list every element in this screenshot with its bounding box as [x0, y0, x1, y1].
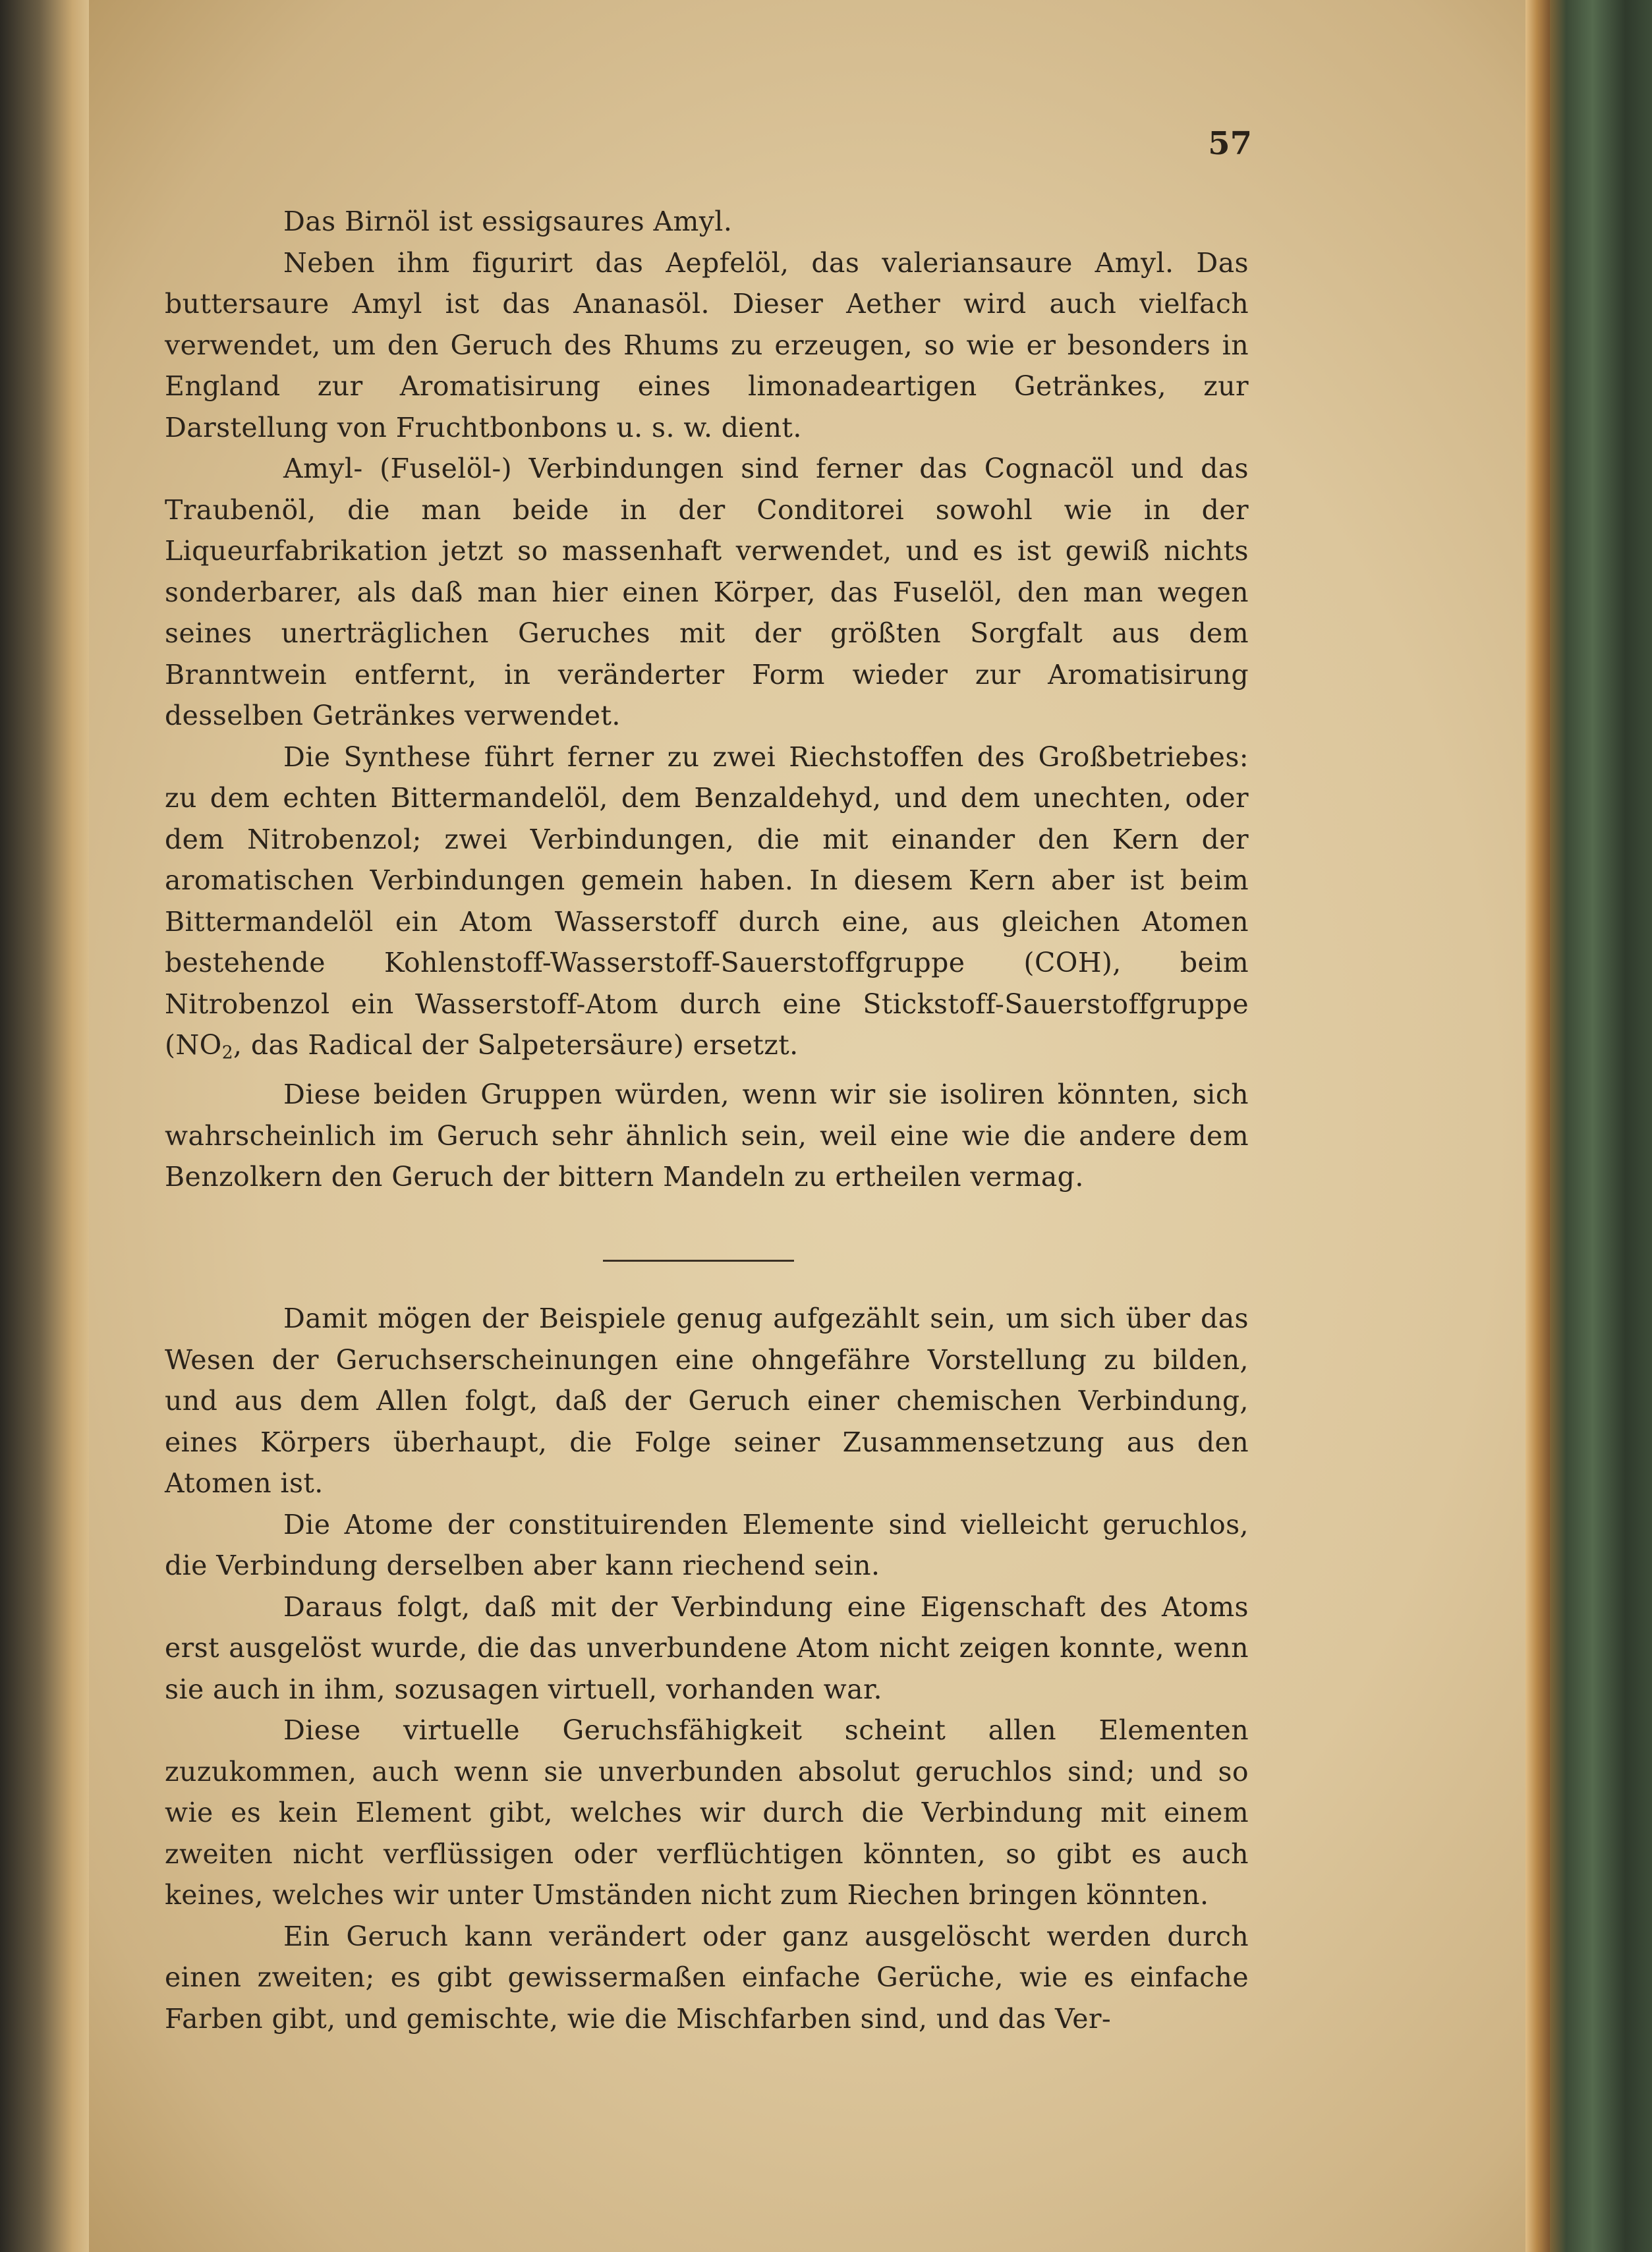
- page-edge-right: [1524, 0, 1550, 2252]
- paragraph-1: Das Birnöl ist essigsaures Amyl.: [283, 206, 733, 237]
- page-number: 57: [1208, 125, 1252, 162]
- section-divider: [603, 1260, 794, 1262]
- formula-subscript: 2: [221, 1042, 234, 1063]
- paragraph-2: Neben ihm figurirt das Aepfelöl, das valeriansaure Amyl. Das buttersaure Amyl ist das Ananasöl. Dieser Aether wird auch vielfach verwendet, um den Geruch des Rhums zu erzeugen, so wie er besonders in England zur Aromatisirung eines limonadeartigen Getränkes, zur Darstellung von Fruchtbonbons u. s. w. dient.: [165, 246, 1249, 443]
- text-section-bottom: [165, 1298, 1249, 2039]
- paragraph-8: Daraus folgt, daß mit der Verbindung eine Eigenschaft des Atoms erst ausgelöst wurde, die das unverbundene Atom nicht zeigen konnte, wenn sie auch in ihm, sozusagen virtuell, vorhanden war.: [165, 1590, 1249, 1705]
- formula-rest: , das Radical der Salpetersäure) ersetzt.: [233, 1029, 799, 1061]
- book-binding-left: [0, 0, 89, 2252]
- paragraph-9: Diese virtuelle Geruchsfähigkeit scheint allen Elementen zuzukommen, auch wenn sie unverbunden absolut geruchlos sind; und so wie es kein Element gibt, welches wir durch die Verbindung mit einem zweiten nicht verflüssigen oder verflüchtigen könnten, so gibt es auch keines, welches wir unter Umständen nicht zum Riechen bringen könnten.: [165, 1714, 1249, 1911]
- paragraph-10: Ein Geruch kann verändert oder ganz ausgelöscht werden durch einen zweiten; es gibt gewissermaßen einfache Gerüche, wie es einfache Farben gibt, und gemischte, wie die Mischfarben sind, und das Ver-: [165, 1920, 1249, 2035]
- paragraph-3: Amyl- (Fuselöl-) Verbindungen sind ferner das Cognacöl und das Traubenöl, die man beide in der Conditorei sowohl wie in der Liqueurfabrikation jetzt so massenhaft verwendet, und es ist gewiß nichts sonderbarer, als daß man hier einen Körper, das Fuselöl, den man wegen seines unerträglichen Geruches mit der größten Sorgfalt aus dem Branntwein entfernt, in veränderter Form wieder zur Aromatisirung desselben Getränkes verwendet.: [165, 453, 1249, 731]
- formula-open: (NO: [165, 1029, 222, 1061]
- paragraph-5: Diese beiden Gruppen würden, wenn wir sie isoliren könnten, sich wahrscheinlich im Geruch sehr ähnlich sein, weil eine wie die andere dem Benzolkern den Geruch der bittern Mandeln zu ertheilen vermag.: [165, 1079, 1249, 1193]
- paragraph-6: Damit mögen der Beispiele genug aufgezählt sein, um sich über das Wesen der Geruchserscheinungen eine ohngefähre Vorstellung zu bilden, und aus dem Allen folgt, daß der Geruch einer chemischen Verbindung, eines Körpers überhaupt, die Folge seiner Zusammensetzung aus den Atomen ist.: [165, 1303, 1249, 1499]
- paragraph-7: Die Atome der constituirenden Elemente sind vielleicht geruchlos, die Verbindung derselben aber kann riechend sein.: [165, 1508, 1249, 1581]
- paragraph-4: [165, 737, 1249, 1075]
- text-section-top: [165, 201, 1249, 1198]
- paragraph-4-text: Die Synthese führt ferner zu zwei Riechstoffen des Großbetriebes: zu dem echten Bittermandelöl, dem Benzaldehyd, und dem unechten, oder dem Nitrobenzol; zwei Verbindungen, die mit einander den Kern der aromatischen Verbindungen gemein haben. In diesem Kern aber ist beim Bittermandelöl ein Atom Wasserstoff durch eine, aus gleichen Atomen bestehende Kohlenstoff-Wasserstoff-Sauerstoffgruppe (COH), beim Nitrobenzol ein Wasserstoff-Atom durch eine Stickstoff-Sauerstoffgruppe: [165, 741, 1249, 1020]
